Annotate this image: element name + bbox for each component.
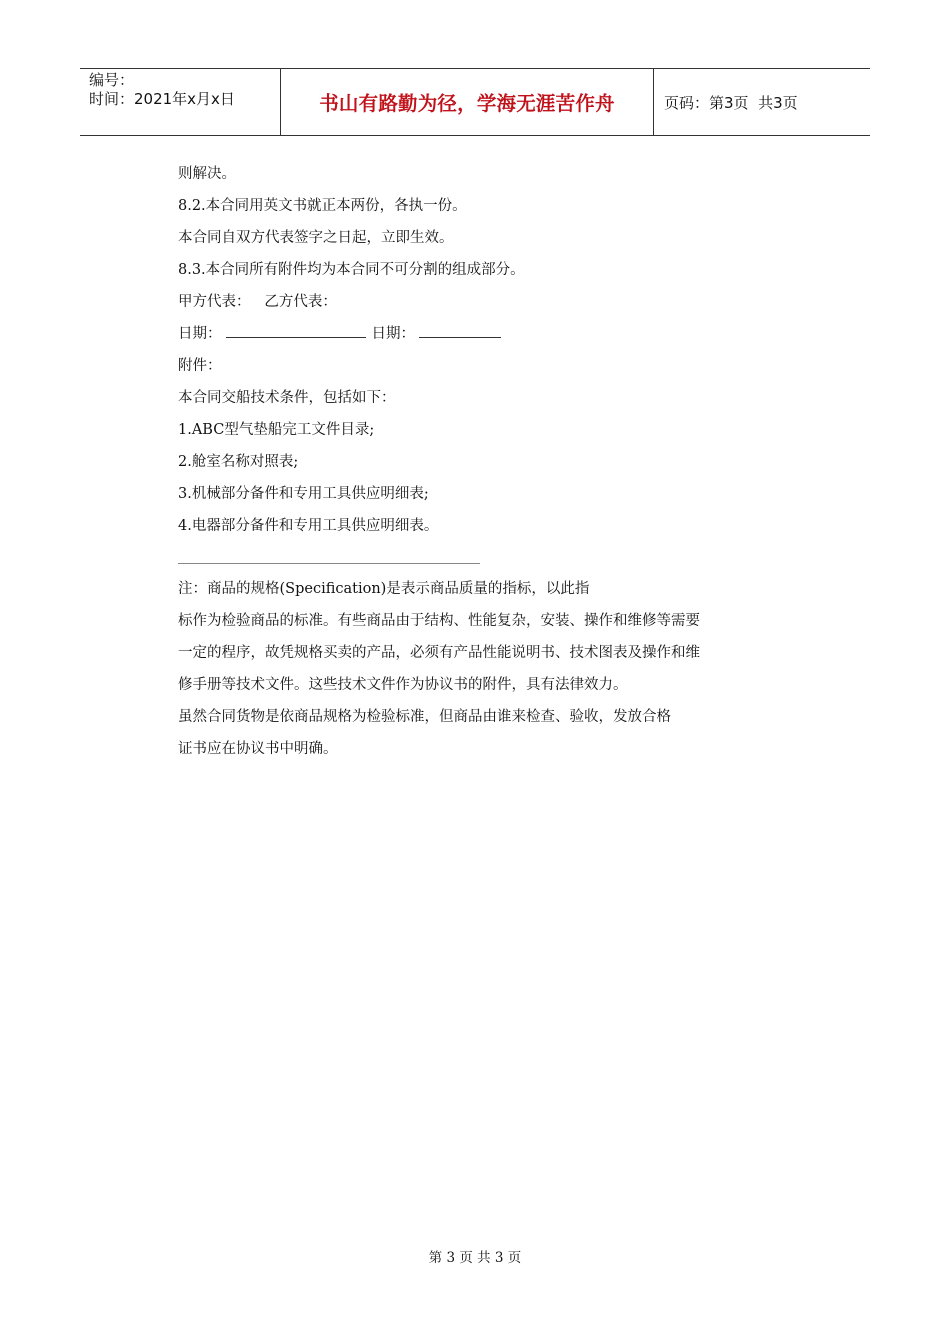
attachment-line: 2.舱室名称对照表; xyxy=(178,454,299,470)
footnote-line: 一定的程序，故凭规格买卖的产品，必须有产品性能说明书、技术图表及操作和维 xyxy=(178,645,700,661)
page-footer: 第 3 页 共 3 页 xyxy=(428,1250,522,1266)
body-line: 8.2.本合同用英文书就正本两份，各执一份。 xyxy=(178,198,467,214)
body-line: 则解决。 xyxy=(178,166,236,182)
attachment-line: 附件： xyxy=(178,358,222,374)
header-meta xyxy=(80,69,281,135)
footnote-line: 证书应在协议书中明确。 xyxy=(178,741,338,757)
attachment-line: 1.ABC型气垫船完工文件目录; xyxy=(178,422,375,438)
footnote-line: 标作为检验商品的标准。有些商品由于结构、性能复杂，安装、操作和维修等需要 xyxy=(178,613,700,629)
footnote-divider xyxy=(178,563,480,564)
attachment-line: 4.电器部分备件和专用工具供应明细表。 xyxy=(178,518,439,534)
attachment-line: 3.机械部分备件和专用工具供应明细表; xyxy=(178,486,429,502)
footnote-line: 注：商品的规格(Specification)是表示商品质量的指标，以此指 xyxy=(178,581,590,597)
header-table xyxy=(80,68,870,136)
date-blank-party-a xyxy=(226,319,366,338)
body-line: 8.3.本合同所有附件均为本合同不可分割的组成部分。 xyxy=(178,262,525,278)
header-motto: 书山有路勤为径，学海无涯苦作舟 xyxy=(281,69,654,135)
date-label-party-b: 日期： xyxy=(371,326,415,342)
date-label-party-a: 日期： xyxy=(178,326,222,342)
document-time-label: 时间：2021年x月x日 xyxy=(89,90,235,108)
contract-body xyxy=(178,158,798,542)
page-code-text: 页码：第3页 共3页 xyxy=(664,93,798,112)
footnote-line: 虽然合同货物是依商品规格为检验标准，但商品由谁来检查、验收，发放合格 xyxy=(178,709,671,725)
footnote-line: 修手册等技术文件。这些技术文件作为协议书的附件，具有法律效力。 xyxy=(178,677,628,693)
footnote xyxy=(178,573,798,765)
date-line xyxy=(178,318,798,350)
body-line: 本合同自双方代表签字之日起，立即生效。 xyxy=(178,230,454,246)
representatives-line: 甲方代表： 乙方代表： xyxy=(178,294,337,310)
document-number-label: 编号： xyxy=(89,71,135,89)
attachment-line: 本合同交船技术条件，包括如下： xyxy=(178,390,396,406)
date-blank-party-b xyxy=(419,319,501,338)
header-page-code xyxy=(654,69,870,135)
